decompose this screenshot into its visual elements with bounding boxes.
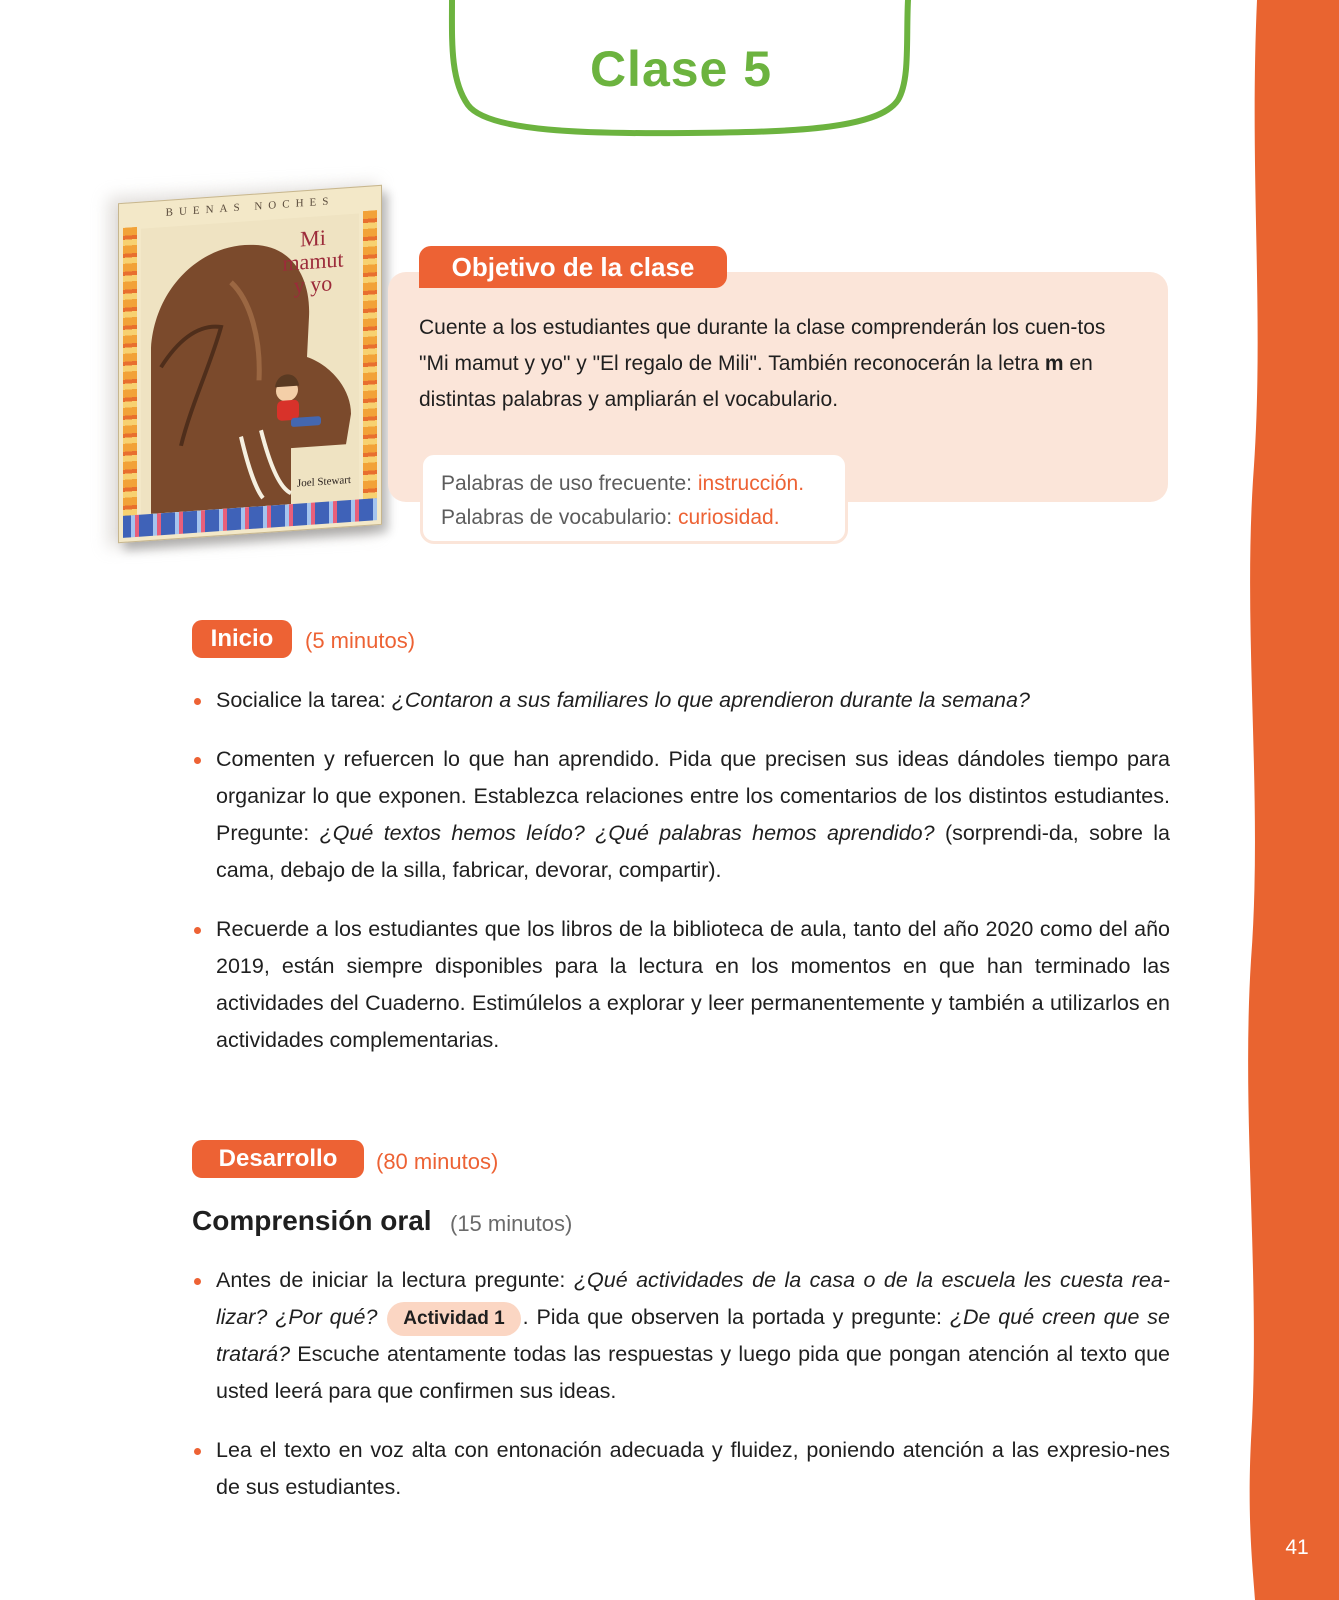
objective-label: Objetivo de la clase (419, 246, 727, 288)
book-title: Mi mamut y yo (282, 224, 344, 298)
inicio-list (192, 682, 1170, 1081)
vocabulary-value: curiosidad. (678, 506, 780, 529)
desarrollo-time: (80 minutos) (376, 1149, 499, 1174)
list-item: Lea el texto en voz alta con entonación adecuada y fluidez, poniendo atención a las expresio-nes de sus estudiantes. (192, 1432, 1170, 1506)
side-color-band (1229, 0, 1339, 1600)
frequent-words-value: instrucción. (697, 472, 805, 495)
list-item: Socialice la tarea: ¿Contaron a sus familiares lo que aprendieron durante la semana? (192, 682, 1170, 719)
book-author: Joel Stewart (296, 473, 351, 490)
comprension-oral-heading: Comprensión oral (192, 1205, 432, 1236)
list-item: Antes de iniciar la lectura pregunte: ¿Qué actividades de la casa o de la escuela les cuesta rea-lizar? ¿Por qué? Actividad 1 . Pida que observen la portada y pregunte: ¿De qué creen que se tratará? Escuche atentamente todas las respuestas y luego pida que pongan atención al texto que usted leerá para que confirmen sus ideas. (192, 1262, 1170, 1410)
inicio-badge: Inicio (192, 620, 292, 658)
list-item: Comenten y refuercen lo que han aprendido. Pida que precisen sus ideas dándoles tiempo para organizar lo que exponen. Establezca relaciones entre los comentarios de los distintos estudiantes. Pregunte: ¿Qué textos hemos leído? ¿Qué palabras hemos aprendido? (sorprendi-da, sobre la cama, debajo de la silla, fabricar, devorar, compartir). (192, 741, 1170, 889)
frequent-words-label: Palabras de uso frecuente: (441, 472, 692, 495)
list-item: Recuerde a los estudiantes que los libros de la biblioteca de aula, tanto del año 2020 como del año 2019, están siempre disponibles para la lectura en los momentos en que han terminado las actividades del Cuaderno. Estimúlelos a explorar y leer permanentemente y también a utilizarlos en actividades complementarias. (192, 911, 1170, 1059)
vocabulary-label: Palabras de vocabulario: (441, 506, 673, 529)
book-cover-image (100, 170, 400, 560)
desarrollo-list (192, 1262, 1170, 1528)
objective-text: Cuente a los estudiantes que durante la clase comprenderán los cuen-tos "Mi mamut y yo" y "El regalo de Mili". También reconocerán la letra m en distintas palabras y ampliarán el vocabulario. (419, 316, 1106, 411)
desarrollo-badge: Desarrollo (192, 1140, 364, 1178)
inicio-time: (5 minutos) (305, 628, 416, 653)
book-series: BUENAS NOCHES (165, 195, 335, 219)
comprension-oral-time: (15 minutos) (450, 1211, 573, 1236)
activity-1-tag: Actividad 1 (387, 1302, 520, 1336)
page-title: Clase 5 (589, 41, 773, 97)
page-number: 41 (1285, 1536, 1309, 1559)
vocabulary-box (420, 452, 848, 544)
